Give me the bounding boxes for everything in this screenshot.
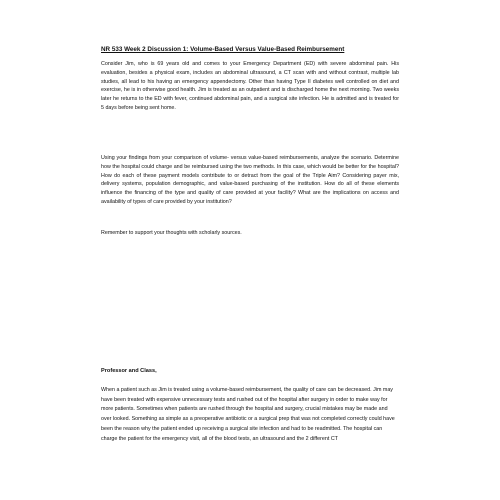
document-title: NR 533 Week 2 Discussion 1: Volume-Based Versus Value-Based Reimbursement (101, 46, 345, 53)
response-heading: Professor and Class, (101, 368, 157, 374)
response-paragraph: When a patient such as Jim is treated using a volume-based reimbursement, the quality of care can be decreased. Jim may have been treated with expensive unnecessary tests and rushed out of the hospital after surgery in order to make way for more patients. Sometimes when patients are rushed through the hospital and surgery, crucial mistakes may be made and over looked. Something as simple as a preoperative antibiotic or a surgical prep that was not completed correctly could have been the reason why the patient ended up receiving a surgical site infection and had to be readmitted. The hospital can charge the patient for the emergency visit, all of the blood tests, an ultrasound and the 2 different CT (101, 387, 395, 442)
scenario-paragraph: Consider Jim, who is 69 years old and comes to your Emergency Department (ED) with severe abdominal pain. His evaluation, besides a physical exam, includes an abdominal ultrasound, a CT scan with and without contrast, multiple lab studies, all lead to his having an emergency appendectomy. Other than having Type II diabetes well controlled on diet and exercise, he is in otherwise good health. Jim is treated as an outpatient and is discharged home the next morning. Two weeks later he returns to the ED with fever, continued abdominal pain, and a surgical site infection. He is admitted and is treated for 5 days before being sent home. (101, 61, 399, 111)
sources-reminder: Remember to support your thoughts with scholarly sources. (101, 230, 242, 236)
instructions-paragraph: Using your findings from your comparison of volume- versus value-based reimbursements, analyze the scenario. Determine how the hospital could charge and be reimbursed using the two methods. In this case, which would be better for the hospital? How do each of these payment models contribute to or detract from the goal of the Triple Aim? Considering payer mix, delivery systems, population demographic, and value-based purchasing of the institution. How do all of these elements influence the financing of the type and quality of care provided at your facility? What are the implications on access and availability of types of care provided by your institution? (101, 155, 399, 205)
